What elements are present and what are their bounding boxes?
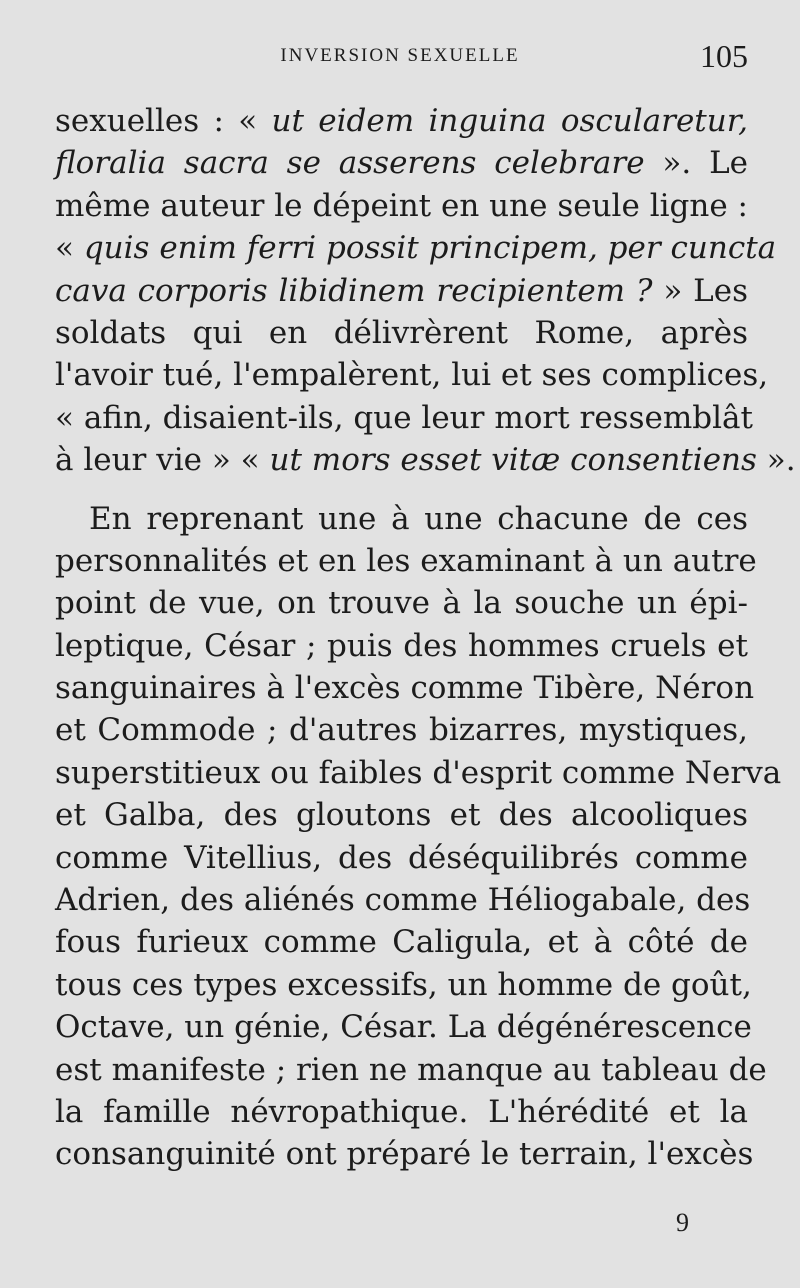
running-title: INVERSION SEXUELLE [280, 45, 520, 66]
text-line: cava corporis libidinem recipientem ? » Les [55, 272, 748, 309]
paragraph-2 [55, 498, 782, 1176]
text-line: même auteur le dépeint en une seule ligne : [55, 187, 748, 224]
signature-mark: 9 [676, 1208, 689, 1237]
text-line: point de vue, on trouve à la souche un épi- [55, 585, 748, 622]
text-line: « afin, disaient-ils, que leur mort ressemblât [55, 399, 753, 436]
text-line: et Galba, des gloutons et des alcooliques [55, 797, 748, 834]
page-number: 105 [700, 38, 748, 74]
text-line: la famille névropathique. L'hérédité et la [55, 1093, 748, 1130]
text-line: Adrien, des aliénés comme Héliogabale, des [55, 882, 751, 919]
text-line: soldats qui en délivrèrent Rome, après [55, 314, 748, 351]
text-line: Octave, un génie, César. La dégénérescence [55, 1009, 752, 1046]
text-line: tous ces types excessifs, un homme de goût, [55, 966, 752, 1003]
text-line: à leur vie » « ut mors esset vitæ consentiens ». [55, 442, 796, 479]
paragraph-1 [55, 100, 796, 482]
text-line: et Commode ; d'autres bizarres, mystiques, [55, 712, 748, 749]
text-line: consanguinité ont préparé le terrain, l'excès [55, 1136, 754, 1173]
text-line: sanguinaires à l'excès comme Tibère, Néron [55, 670, 755, 707]
paragraph-gap [55, 482, 748, 498]
text-line: l'avoir tué, l'empalèrent, lui et ses complices, [55, 357, 769, 394]
text-line: floralia sacra se asserens celebrare ». Le [55, 145, 749, 182]
text-line: « quis enim ferri possit principem, per cuncta [55, 230, 777, 267]
text-line: comme Vitellius, des déséquilibrés comme [55, 839, 748, 876]
text-line: leptique, César ; puis des hommes cruels et [55, 627, 748, 664]
text-line: superstitieux ou faibles d'esprit comme Nerva [55, 754, 782, 791]
page-body [55, 100, 796, 1176]
text-line: personnalités et en les examinant à un autre [55, 542, 757, 579]
text-line: sexuelles : « ut eidem inguina oscularetur, [55, 103, 748, 139]
text-line: fous furieux comme Caligula, et à côté de [55, 924, 748, 961]
text-line: En reprenant une à une chacune de ces [89, 500, 748, 537]
text-line: est manifeste ; rien ne manque au tableau de [55, 1051, 767, 1088]
